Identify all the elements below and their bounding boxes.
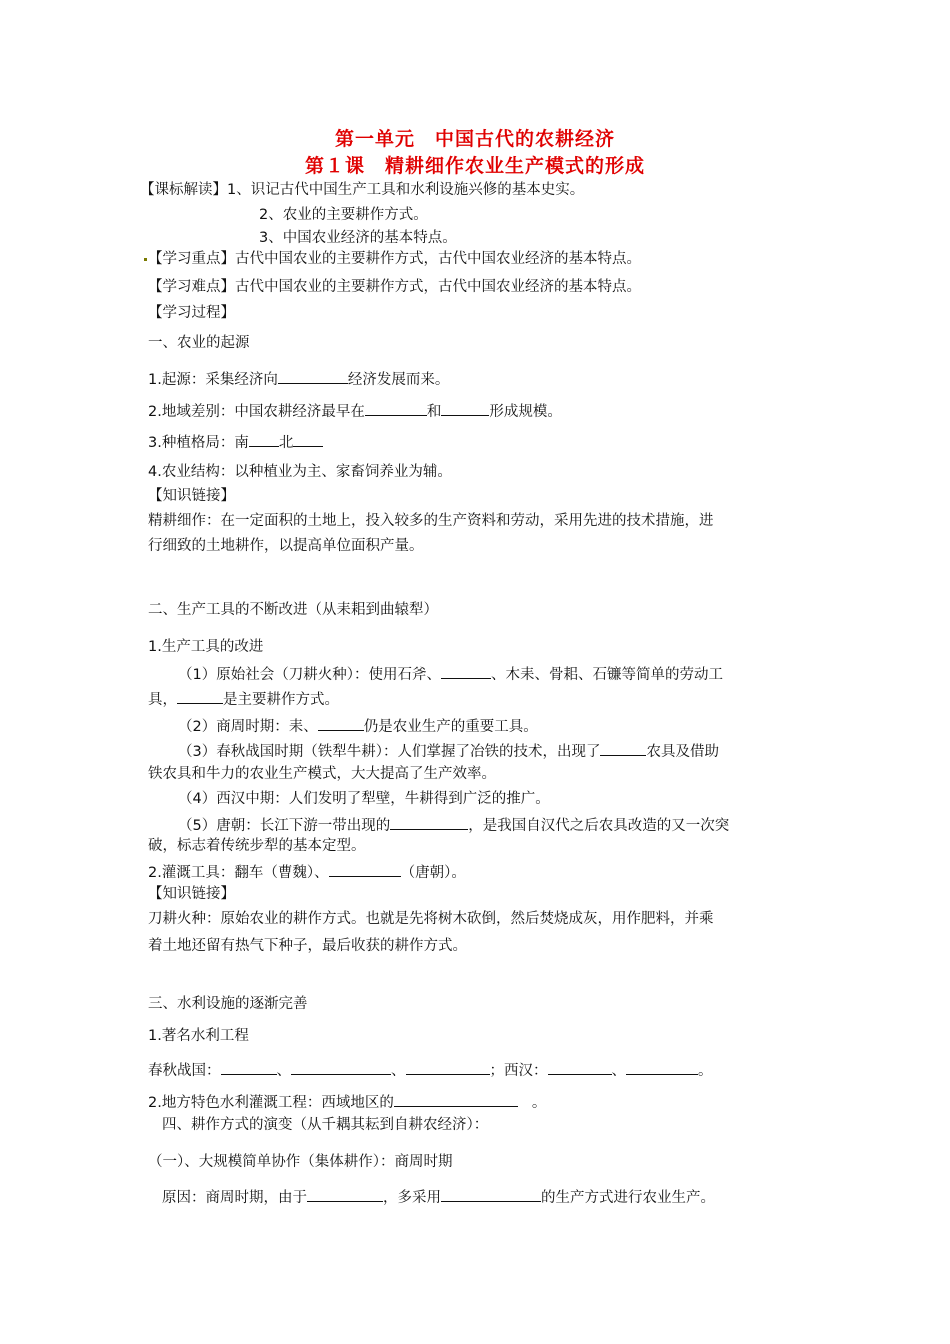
knowledge-link-heading-2: 【知识链接】	[148, 886, 235, 902]
tang-text-1: （5）唐朝：长江下游一带出现的	[178, 818, 391, 834]
learning-process-heading: 【学习过程】	[148, 305, 235, 321]
spring-autumn-line	[178, 739, 719, 762]
blank-field[interactable]	[365, 399, 427, 416]
blank-field[interactable]	[291, 1058, 391, 1075]
blank-field[interactable]	[249, 430, 279, 447]
water-projects-line	[148, 1058, 713, 1081]
key-points: 【学习重点】古代中国农业的主要耕作方式，古代中国农业经济的基本特点。	[148, 251, 641, 267]
unit-title: 第一单元 中国古代的农耕经济	[334, 128, 615, 150]
regional-text-2: 。	[531, 1095, 547, 1111]
section-4-heading: 四、耕作方式的演变（从千耦其耘到自耕农经济）：	[162, 1117, 489, 1133]
origin-text-1: 1.起源：采集经济向	[148, 372, 278, 388]
knowledge-text-2b: 着土地还留有热气下种子，最后收获的耕作方式。	[148, 938, 467, 954]
section-1-heading: 一、农业的起源	[148, 335, 250, 351]
blank-field[interactable]	[441, 399, 489, 416]
section-3-heading: 三、水利设施的逐渐完善	[148, 996, 308, 1012]
shang-zhou-line	[178, 714, 538, 737]
knowledge-text-2a: 刀耕火种：原始农业的耕作方式。也就是先将树木砍倒，然后焚烧成灰，用作肥料，并乘	[148, 911, 714, 927]
spring-autumn-text-1: （3）春秋战国时期（铁犁牛耕）：人们掌握了冶铁的技术，出现了	[178, 744, 601, 760]
blank-field[interactable]	[329, 860, 401, 877]
curriculum-line-2: 2、农业的主要耕作方式。	[259, 207, 428, 223]
primitive-line-2	[148, 687, 339, 710]
irrigation-tools-line	[148, 860, 466, 883]
irrigation-text-2: （唐朝）。	[400, 865, 466, 881]
blank-field[interactable]	[441, 662, 491, 679]
tools-improvement-heading: 1.生产工具的改进	[148, 639, 264, 655]
blank-field[interactable]	[307, 1185, 383, 1202]
water-text-3: 、	[391, 1063, 406, 1079]
stray-mark	[144, 258, 147, 261]
primitive-text-1: （1）原始社会（刀耕火种）：使用石斧、	[178, 667, 441, 683]
water-projects-heading: 1.著名水利工程	[148, 1028, 249, 1044]
lesson-title: 第１课 精耕细作农业生产模式的形成	[304, 155, 645, 177]
water-text-5: 、	[611, 1063, 626, 1079]
reason-text-2: ，多采用	[383, 1190, 441, 1206]
section-2-heading: 二、生产工具的不断改进（从耒耜到曲辕犁）	[148, 602, 438, 618]
tang-line-2: 破，标志着传统步犁的基本定型。	[148, 838, 366, 854]
reason-line	[162, 1185, 715, 1208]
western-han-line: （4）西汉中期：人们发明了犁壁，牛耕得到广泛的推广。	[178, 791, 550, 807]
region-line	[148, 399, 562, 422]
knowledge-link-heading-1: 【知识链接】	[148, 488, 235, 504]
structure-line: 4.农业结构：以种植业为主、家畜饲养业为辅。	[148, 464, 452, 480]
origin-text-2: 经济发展而来。	[347, 372, 450, 388]
curriculum-line-1: 【课标解读】1、识记古代中国生产工具和水利设施兴修的基本史实。	[140, 182, 585, 198]
tang-text-2: ，是我国自汉代之后农具改造的又一次突	[468, 818, 730, 834]
knowledge-text-1a: 精耕细作：在一定面积的土地上，投入较多的生产资料和劳动，采用先进的技术措施，进	[148, 513, 714, 529]
origin-line	[148, 367, 449, 390]
reason-text-1: 原因：商周时期，由于	[162, 1190, 307, 1206]
curriculum-line-3: 3、中国农业经济的基本特点。	[259, 230, 457, 246]
knowledge-text-1b: 行细致的土地耕作，以提高单位面积产量。	[148, 538, 424, 554]
planting-line	[148, 430, 323, 453]
primitive-text-4: 是主要耕作方式。	[223, 692, 339, 708]
blank-field[interactable]	[600, 739, 646, 756]
region-text-3: 形成规模。	[489, 404, 562, 420]
reason-text-3: 的生产方式进行农业生产。	[541, 1190, 715, 1206]
blank-field[interactable]	[293, 430, 323, 447]
blank-field[interactable]	[318, 714, 364, 731]
region-text-1: 2.地域差别：中国农耕经济最早在	[148, 404, 365, 420]
blank-field[interactable]	[626, 1058, 698, 1075]
tang-line	[178, 813, 729, 836]
water-text-6: 。	[698, 1063, 713, 1079]
primitive-text-2: 、木耒、骨耜、石镰等简单的劳动工	[490, 667, 723, 683]
blank-field[interactable]	[278, 367, 348, 384]
water-text-4: ；西汉：	[489, 1063, 548, 1079]
primitive-line	[178, 662, 723, 685]
planting-text-1: 3.种植格局：南	[148, 435, 249, 451]
blank-field[interactable]	[441, 1185, 541, 1202]
spring-autumn-text-2: 农具及借助	[646, 744, 719, 760]
regional-text-1: 2.地方特色水利灌溉工程：西域地区的	[148, 1095, 394, 1111]
blank-field[interactable]	[221, 1058, 277, 1075]
region-text-2: 和	[426, 404, 442, 420]
regional-irrigation-line	[148, 1090, 546, 1113]
primitive-text-3: 具，	[148, 692, 177, 708]
blank-field[interactable]	[406, 1058, 490, 1075]
spring-autumn-line-2: 铁农具和牛力的农业生产模式，大大提高了生产效率。	[148, 766, 496, 782]
blank-field[interactable]	[394, 1090, 518, 1107]
planting-text-2: 北	[278, 435, 294, 451]
shang-zhou-text-1: （2）商周时期：耒、	[178, 719, 318, 735]
difficult-points: 【学习难点】古代中国农业的主要耕作方式，古代中国农业经济的基本特点。	[148, 279, 641, 295]
shang-zhou-text-2: 仍是农业生产的重要工具。	[363, 719, 538, 735]
subsection-1-heading: （一）、大规模简单协作（集体耕作）：商周时期	[148, 1154, 453, 1170]
blank-field[interactable]	[390, 813, 468, 830]
blank-field[interactable]	[548, 1058, 612, 1075]
blank-field[interactable]	[177, 687, 223, 704]
water-text-2: 、	[276, 1063, 291, 1079]
irrigation-text-1: 2.灌溉工具：翻车（曹魏）、	[148, 865, 329, 881]
water-text-1: 春秋战国：	[148, 1063, 221, 1079]
